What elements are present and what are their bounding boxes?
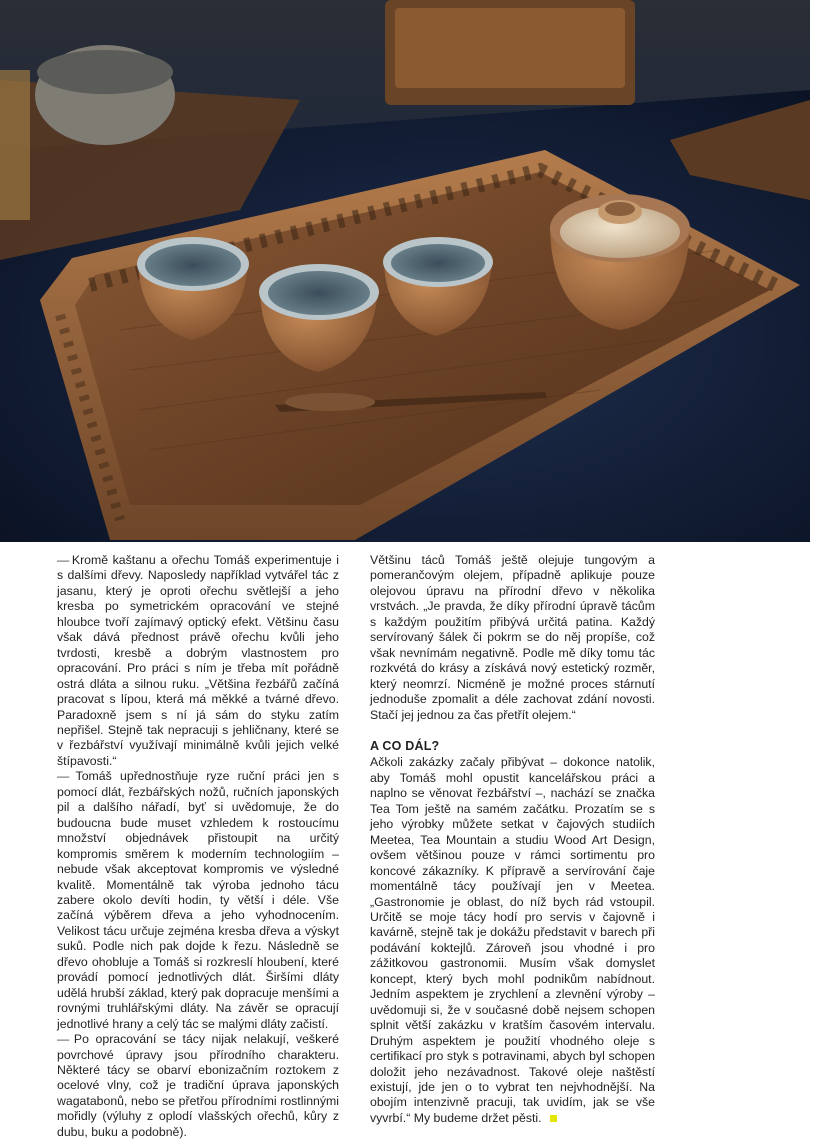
paragraph: — Po opracování se tácy nijak nelakují, veškeré povrchové úpravy jsou přírodního charakteru. Některé tácy se obarví ebonizačním roztokem z ocelové vlny, což je tradiční úprava japonských wagatabonů, nebo se přetřou přírodními rostlinnými mořidly (výluhy z oplodí vlašských ořechů, kůry z dubu, buku a podobně).: [57, 1032, 339, 1140]
paragraph: [370, 755, 655, 1126]
tea-tray-photo: [0, 0, 810, 542]
paragraph: Většinu táců Tomáš ještě olejuje tungovým a pomerančovým olejem, případně aplikuje pouze olejovou úpravu na přírodní dřevo v několika vrstvách. „Je pravda, že díky přírodní úpravě tácům s každým použitím přibývá určitá patina. Každý servírovaný šálek či pokrm se do něj propíše, což však nevnímám negativně. Podle mě díky tomu tác rozkvétá do krásy a získává nový estetický rozměr, který neomrzí. Nicméně je možné proces stárnutí jednoduše zpomalit a déle zachovat zdání novosti. Stačí jej jednou za čas přetřít olejem.“: [370, 553, 655, 722]
article-column-right: [370, 553, 655, 1126]
paragraph: — Kromě kaštanu a ořechu Tomáš experimentuje i s dalšími dřevy. Naposledy například vytvářel tác z jasanu, který je oproti ořechu světlejší a jeho kresba po symetrickém opracování ve stejné hloubce tvoří zajímavý optický efekt. Většinu času však dává přednost právě ořechu kvůli jeho tvrdosti, kresbě a dobrým vlastnostem pro opracování. Pro práci s ním je třeba mít pořádně ostrá dláta a silnou ruku. „Většina řezbářů začíná pracovat s lípou, která má měkké a tvárné dřevo. Paradoxně jsem s ní já sám do styku zatím nepřišel. Stejně tak nepracuji s jehličnany, které se v řezbářství využívají minimálně kvůli jejich velké štípavosti.“: [57, 553, 339, 769]
paragraph: — Tomáš upřednostňuje ryze ruční práci jen s pomocí dlát, řezbářských nožů, ručních japonských pil a dalšího nářadí, byť si uvědomuje, že do budoucna bude muset vzhledem k rostoucímu množství objednávek přistoupit na určitý kompromis směrem k moderním technologiím – nebude však akceptovat kompromis ve výsledné kvalitě. Momentálně tak výroba jednoho tácu zabere okolo devíti hodin, ty větší i déle. Vše začíná výběrem dřeva a jeho vyhodnocením. Velikost tácu určuje zejména kresba dřeva a výskyt suků. Podle nich pak dojde k řezu. Následně se dřevo ohobluje a Tomáš si rozkreslí hloubení, které provádí pomocí jednotlivých dlát. Širšími dláty udělá hrubší základ, který pak dopracuje menšími a rovnými truhlářskými dláty. Na závěr se opracují jednotlivé hrany a celý tác se malými dláty začistí.: [57, 769, 339, 1032]
section-heading: A CO DÁL?: [370, 738, 440, 753]
end-of-article-mark: [550, 1115, 557, 1122]
article-column-left: [57, 553, 339, 1140]
paragraph-text: Ačkoli zakázky začaly přibývat – dokonce natolik, aby Tomáš mohl opustit kancelářskou práci a naplno se věnovat řezbářství –, nachází se značka Tea Tom ještě na samém začátku. Prozatím se s jeho výrobky můžete setkat v čajových studiích Meetea, Tea Mountain a studiu Wood Art Design, ovšem většinou pouze v rámci sortimentu pro koncové zákazníky. K přípravě a servírování čaje momentálně tácy používají jen v Meetea. „Gastronomie je oblast, do níž bych rád vstoupil. Určitě se moje tácy hodí pro servis v čajovně i kavárně, stejně tak je dokážu představit v barech při podávání koktejlů. Zároveň jsou vhodné i pro zážitkovou gastronomii. Musím však domyslet koncept, který bych mohl podnikům nabídnout. Jedním aspektem je zrychlení a zlevnění výroby – uvědomuji si, že v současné době nejsem schopen splnit větší zakázku v kratším časovém intervalu. Druhým aspektem je použití vhodného oleje s certifikací pro styk s potravinami, abych byl schopen doložit jeho nezávadnost. Takové oleje naštěstí existují, jde jen o to vybrat ten nejvhodnější. Na obojím intenzivně pracuji, tak uvidím, jak se vše vyvrbí.“ My budeme držet pěsti.: [370, 755, 655, 1125]
